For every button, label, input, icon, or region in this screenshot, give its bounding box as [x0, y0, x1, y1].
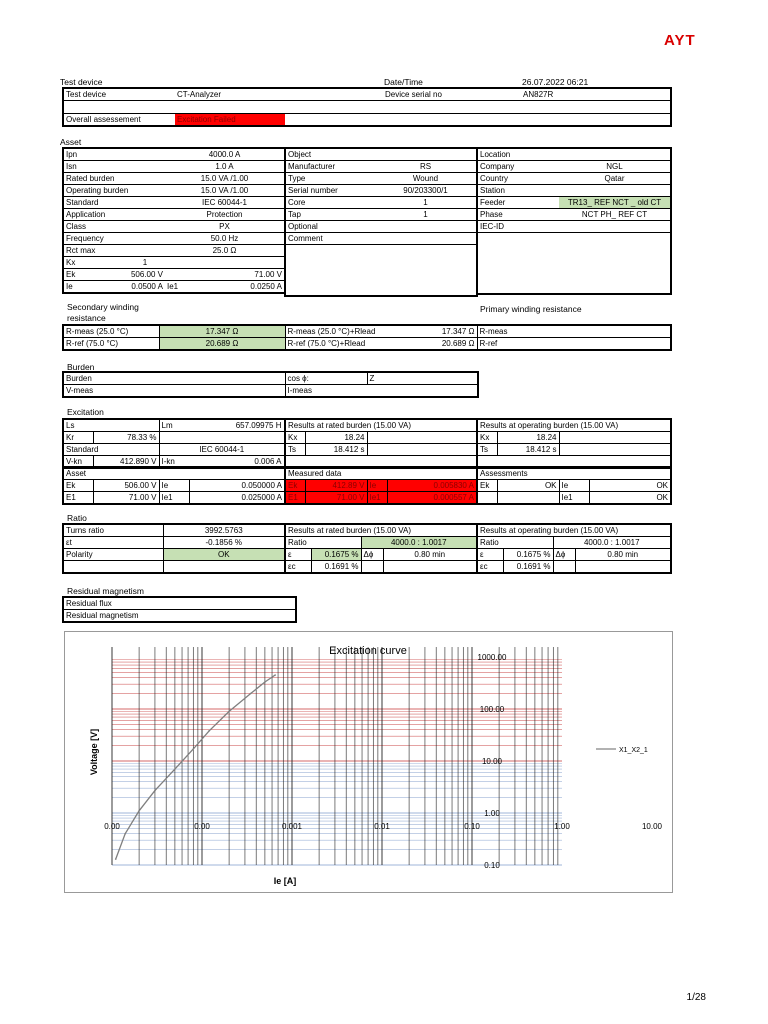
rated-burden-value: 15.0 VA /1.00 — [165, 173, 285, 185]
meas-ek-value: 412.89 V — [305, 480, 367, 492]
vkn-label: V-kn — [63, 456, 93, 469]
rref-value: 20.689 Ω — [159, 338, 285, 351]
ie1-label: Ie1 — [165, 281, 187, 294]
exc-op-ts-label: Ts — [477, 444, 497, 456]
ratio-title: Ratio — [67, 513, 87, 523]
op-burden-value: 15.0 VA /1.00 — [165, 185, 285, 197]
country-label: Country — [477, 173, 559, 185]
exc-op-table — [476, 418, 672, 469]
x-tick-label: 0.00 — [104, 822, 120, 831]
rref-lead-label: R-ref (75.0 °C)+Rlead — [285, 338, 425, 351]
primary-winding-title: Primary winding resistance — [480, 304, 582, 314]
turns-ratio-label: Turns ratio — [63, 524, 163, 537]
exc-rated-kx-value: 18.24 — [305, 432, 367, 444]
exc-assess-title: Assessments — [477, 467, 671, 480]
feeder-value: TR13_ REF NCT _ old CT — [559, 197, 671, 209]
imeas-label: I-meas — [285, 385, 478, 398]
tap-value: 1 — [375, 209, 477, 221]
kx-label: Kx — [63, 257, 125, 269]
excitation-left-table — [62, 418, 286, 469]
ratio-rated-ec-label: εc — [285, 561, 311, 574]
ratio-op-dphi-value: 0.80 min — [575, 549, 671, 561]
asset-table — [62, 147, 286, 294]
primary-rref-label: R-ref — [477, 338, 671, 351]
meas-ek-label: Ek — [285, 480, 305, 492]
serial-number-label: Serial number — [285, 185, 375, 197]
rmeas-label: R-meas (25.0 °C) — [63, 325, 159, 338]
ikn-label: I-kn — [161, 457, 175, 466]
assess-ek-value: OK — [497, 480, 559, 492]
y-tick-label: 1.00 — [484, 809, 500, 818]
class-value: PX — [165, 221, 285, 233]
test-device-table — [62, 87, 672, 127]
location-table — [476, 147, 672, 295]
ratio-rated-value: 4000.0 : 1.0017 — [361, 537, 477, 549]
ie1-value: 0.0250 A — [187, 281, 285, 294]
tap-label: Tap — [285, 209, 375, 221]
object-table — [284, 147, 478, 297]
turns-ratio-value: 3992.5763 — [163, 524, 285, 537]
exc-ie1-value: 0.025000 A — [189, 492, 285, 505]
overall-assessment-label: Overall assessement — [63, 114, 175, 127]
ratio-op-ec-label: εc — [477, 561, 503, 574]
burden-table — [62, 371, 479, 398]
excitation-title: Excitation — [67, 407, 104, 417]
serial-label: Device serial no — [383, 88, 521, 101]
y-tick-label: 1000.00 — [477, 653, 507, 662]
exc-assessment-table — [476, 466, 672, 505]
type-value: Wound — [375, 173, 477, 185]
y-tick-label: 100.00 — [479, 705, 505, 714]
exc-measured-title: Measured data — [285, 467, 477, 480]
manufacturer-label: Manufacturer — [285, 161, 375, 173]
burden-title: Burden — [67, 362, 95, 372]
data-point — [250, 693, 252, 695]
assess-ie1-value: OK — [589, 492, 671, 505]
exc-ek-label: Ek — [63, 480, 93, 492]
assess-ie-value: OK — [589, 480, 671, 492]
ratio-op-table — [476, 523, 672, 574]
standard-value: IEC 60044-1 — [165, 197, 285, 209]
kx-value: 1 — [125, 257, 165, 269]
data-point — [138, 810, 140, 812]
data-point — [228, 711, 230, 713]
isn-label: Isn — [63, 161, 165, 173]
ipn-label: Ipn — [63, 148, 165, 161]
ie-label: Ie — [63, 281, 125, 294]
assess-ie-label: Ie — [559, 480, 589, 492]
residual-flux-label: Residual flux — [63, 597, 296, 610]
test-device-label: Test device — [63, 88, 175, 101]
exc-op-kx-value: 18.24 — [497, 432, 559, 444]
polarity-label: Polarity — [63, 549, 163, 561]
series-line — [116, 675, 276, 859]
winding-table — [62, 324, 672, 351]
residual-table — [62, 596, 297, 623]
meas-ie-label: Ie — [367, 480, 387, 492]
vkn-value: 412.890 V — [93, 456, 159, 469]
ratio-rated-table — [284, 523, 478, 574]
ratio-rated-dphi-label: Δϕ — [361, 549, 383, 561]
excitation-chart-svg — [65, 632, 672, 892]
x-tick-label: 0.00 — [194, 822, 210, 831]
core-value: 1 — [375, 197, 477, 209]
vmeas-label: V-meas — [63, 385, 285, 398]
data-point — [264, 681, 266, 683]
op-burden-label: Operating burden — [63, 185, 165, 197]
meas-e1-label: E1 — [285, 492, 305, 505]
phase-label: Phase — [477, 209, 559, 221]
e1-value: 71.00 V — [187, 269, 285, 281]
exc-op-ts-value: 18.412 s — [497, 444, 559, 456]
exc-measured-table — [284, 466, 478, 505]
meas-ie1-value: 0.000557 A — [387, 492, 477, 505]
datetime-value: 26.07.2022 06:21 — [522, 77, 589, 87]
exc-rated-ts-label: Ts — [285, 444, 305, 456]
kr-label: Kr — [63, 432, 93, 444]
ratio-op-dphi-label: Δϕ — [553, 549, 575, 561]
company-label: Company — [477, 161, 559, 173]
company-logo: AYT — [664, 32, 696, 49]
y-tick-label: 0.10 — [484, 861, 500, 870]
chart-ylabel: Voltage [V] — [89, 728, 99, 776]
optional-label: Optional — [285, 221, 477, 233]
et-value: -0.1856 % — [163, 537, 285, 549]
standard-label: Standard — [63, 197, 165, 209]
assess-ie1-label: Ie1 — [559, 492, 589, 505]
ratio-op-label: Ratio — [477, 537, 553, 549]
data-point — [192, 748, 194, 750]
ratio-rated-e-value: 0.1675 % — [311, 549, 361, 561]
x-tick-label: 1.00 — [554, 822, 570, 831]
overall-assessment-value: Excitation Failed — [175, 114, 285, 125]
isn-value: 1.0 A — [165, 161, 285, 173]
excitation-chart — [64, 631, 673, 893]
meas-ie-value: 0.005830 A — [387, 480, 477, 492]
rated-burden-label: Rated burden — [63, 173, 165, 185]
page-number: 1/28 — [686, 992, 706, 1003]
ratio-rated-ec-value: 0.1691 % — [311, 561, 361, 574]
exc-standard-label: Standard — [63, 444, 159, 456]
ratio-op-e-value: 0.1675 % — [503, 549, 553, 561]
x-tick-label: 0.01 — [374, 822, 390, 831]
rct-label: Rct max — [63, 245, 165, 257]
legend-label: X1_X2_1 — [619, 747, 648, 754]
manufacturer-value: RS — [375, 161, 477, 173]
exc-e1-label: E1 — [63, 492, 93, 505]
application-value: Protection — [165, 209, 285, 221]
et-label: εt — [63, 537, 163, 549]
secondary-winding-title: Secondary winding — [67, 302, 139, 312]
x-tick-label: 0.10 — [464, 822, 480, 831]
ek-value: 506.00 V — [125, 269, 165, 281]
primary-rmeas-label: R-meas — [477, 325, 671, 338]
ek-label: Ek — [63, 269, 125, 281]
data-point — [154, 790, 156, 792]
company-value: NGL — [559, 161, 671, 173]
type-label: Type — [285, 173, 375, 185]
x-tick-label: 0.001 — [281, 822, 303, 831]
test-device-value: CT-Analyzer — [175, 88, 383, 101]
exc-rated-title: Results at rated burden (15.00 VA) — [285, 419, 477, 432]
cos-phi-label: cos ϕ: — [285, 372, 367, 385]
data-point — [124, 833, 126, 835]
asset-title: Asset — [60, 137, 82, 147]
data-point — [115, 858, 117, 860]
exc-rated-table — [284, 418, 478, 469]
chart-title: Excitation curve — [329, 645, 407, 657]
assess-ek-label: Ek — [477, 480, 497, 492]
core-label: Core — [285, 197, 375, 209]
rct-value: 25.0 Ω — [165, 245, 285, 257]
ratio-op-title: Results at operating burden (15.00 VA) — [477, 524, 671, 537]
exc-asset-title: Asset — [63, 467, 285, 480]
exc-rated-ts-value: 18.412 s — [305, 444, 367, 456]
ratio-rated-title: Results at rated burden (15.00 VA) — [285, 524, 477, 537]
serial-value: AN827R — [521, 88, 671, 101]
chart-xlabel: Ie [A] — [273, 876, 297, 886]
ratio-rated-e-label: ε — [285, 549, 311, 561]
z-label: Z — [367, 372, 478, 385]
ratio-left-table — [62, 523, 286, 574]
polarity-value: OK — [163, 549, 285, 561]
location-title: Location — [477, 148, 671, 161]
y-tick-label: 10.00 — [481, 757, 503, 766]
rmeas-lead-value: 17.347 Ω — [425, 325, 477, 338]
comment-label: Comment — [285, 233, 477, 245]
ikn-value: 0.006 A — [254, 457, 282, 466]
ratio-op-value: 4000.0 : 1.0017 — [553, 537, 671, 549]
secondary-winding-title-2: resistance — [67, 313, 106, 323]
exc-ek-value: 506.00 V — [93, 480, 159, 492]
frequency-value: 50.0 Hz — [165, 233, 285, 245]
ratio-op-e-label: ε — [477, 549, 503, 561]
residual-magnetism-label: Residual magnetism — [63, 610, 296, 623]
exc-rated-kx-label: Kx — [285, 432, 305, 444]
class-label: Class — [63, 221, 165, 233]
rref-lead-value: 20.689 Ω — [425, 338, 477, 351]
phase-value: NCT PH_ REF CT — [559, 209, 671, 221]
ls-label: Ls — [63, 419, 159, 432]
kr-value: 78.33 % — [93, 432, 159, 444]
meas-e1-value: 71.00 V — [305, 492, 367, 505]
country-value: Qatar — [559, 173, 671, 185]
rref-label: R-ref (75.0 °C) — [63, 338, 159, 351]
exc-standard-value: IEC 60044-1 — [159, 444, 285, 456]
exc-op-kx-label: Kx — [477, 432, 497, 444]
station-label: Station — [477, 185, 559, 197]
iecid-label: IEC-ID — [477, 221, 671, 233]
exc-ie1-label: Ie1 — [159, 492, 189, 505]
rmeas-value: 17.347 Ω — [159, 325, 285, 338]
exc-ie-label: Ie — [159, 480, 189, 492]
ipn-value: 4000.0 A — [165, 148, 285, 161]
exc-asset-table — [62, 466, 286, 505]
rmeas-lead-label: R-meas (25.0 °C)+Rlead — [285, 325, 425, 338]
lm-label: Lm — [161, 421, 173, 430]
feeder-label: Feeder — [477, 197, 559, 209]
ratio-rated-label: Ratio — [285, 537, 361, 549]
ie-value: 0.0500 A — [125, 281, 165, 294]
meas-ie1-label: Ie1 — [367, 492, 387, 505]
ratio-op-ec-value: 0.1691 % — [503, 561, 553, 574]
object-title: Object — [285, 148, 477, 161]
data-point — [274, 674, 276, 676]
exc-e1-value: 71.00 V — [93, 492, 159, 505]
data-point — [208, 730, 210, 732]
frequency-label: Frequency — [63, 233, 165, 245]
burden-label: Burden — [63, 372, 285, 385]
ratio-rated-dphi-value: 0.80 min — [383, 549, 477, 561]
residual-title: Residual magnetism — [67, 586, 145, 596]
x-tick-label: 10.00 — [641, 822, 663, 831]
lm-value: 657.09975 H — [235, 421, 282, 430]
application-label: Application — [63, 209, 165, 221]
exc-op-title: Results at operating burden (15.00 VA) — [477, 419, 671, 432]
datetime-label: Date/Time — [384, 77, 423, 87]
data-point — [174, 768, 176, 770]
test-device-title: Test device — [60, 77, 103, 87]
serial-number-value: 90/203300/1 — [375, 185, 477, 197]
exc-ie-value: 0.050000 A — [189, 480, 285, 492]
